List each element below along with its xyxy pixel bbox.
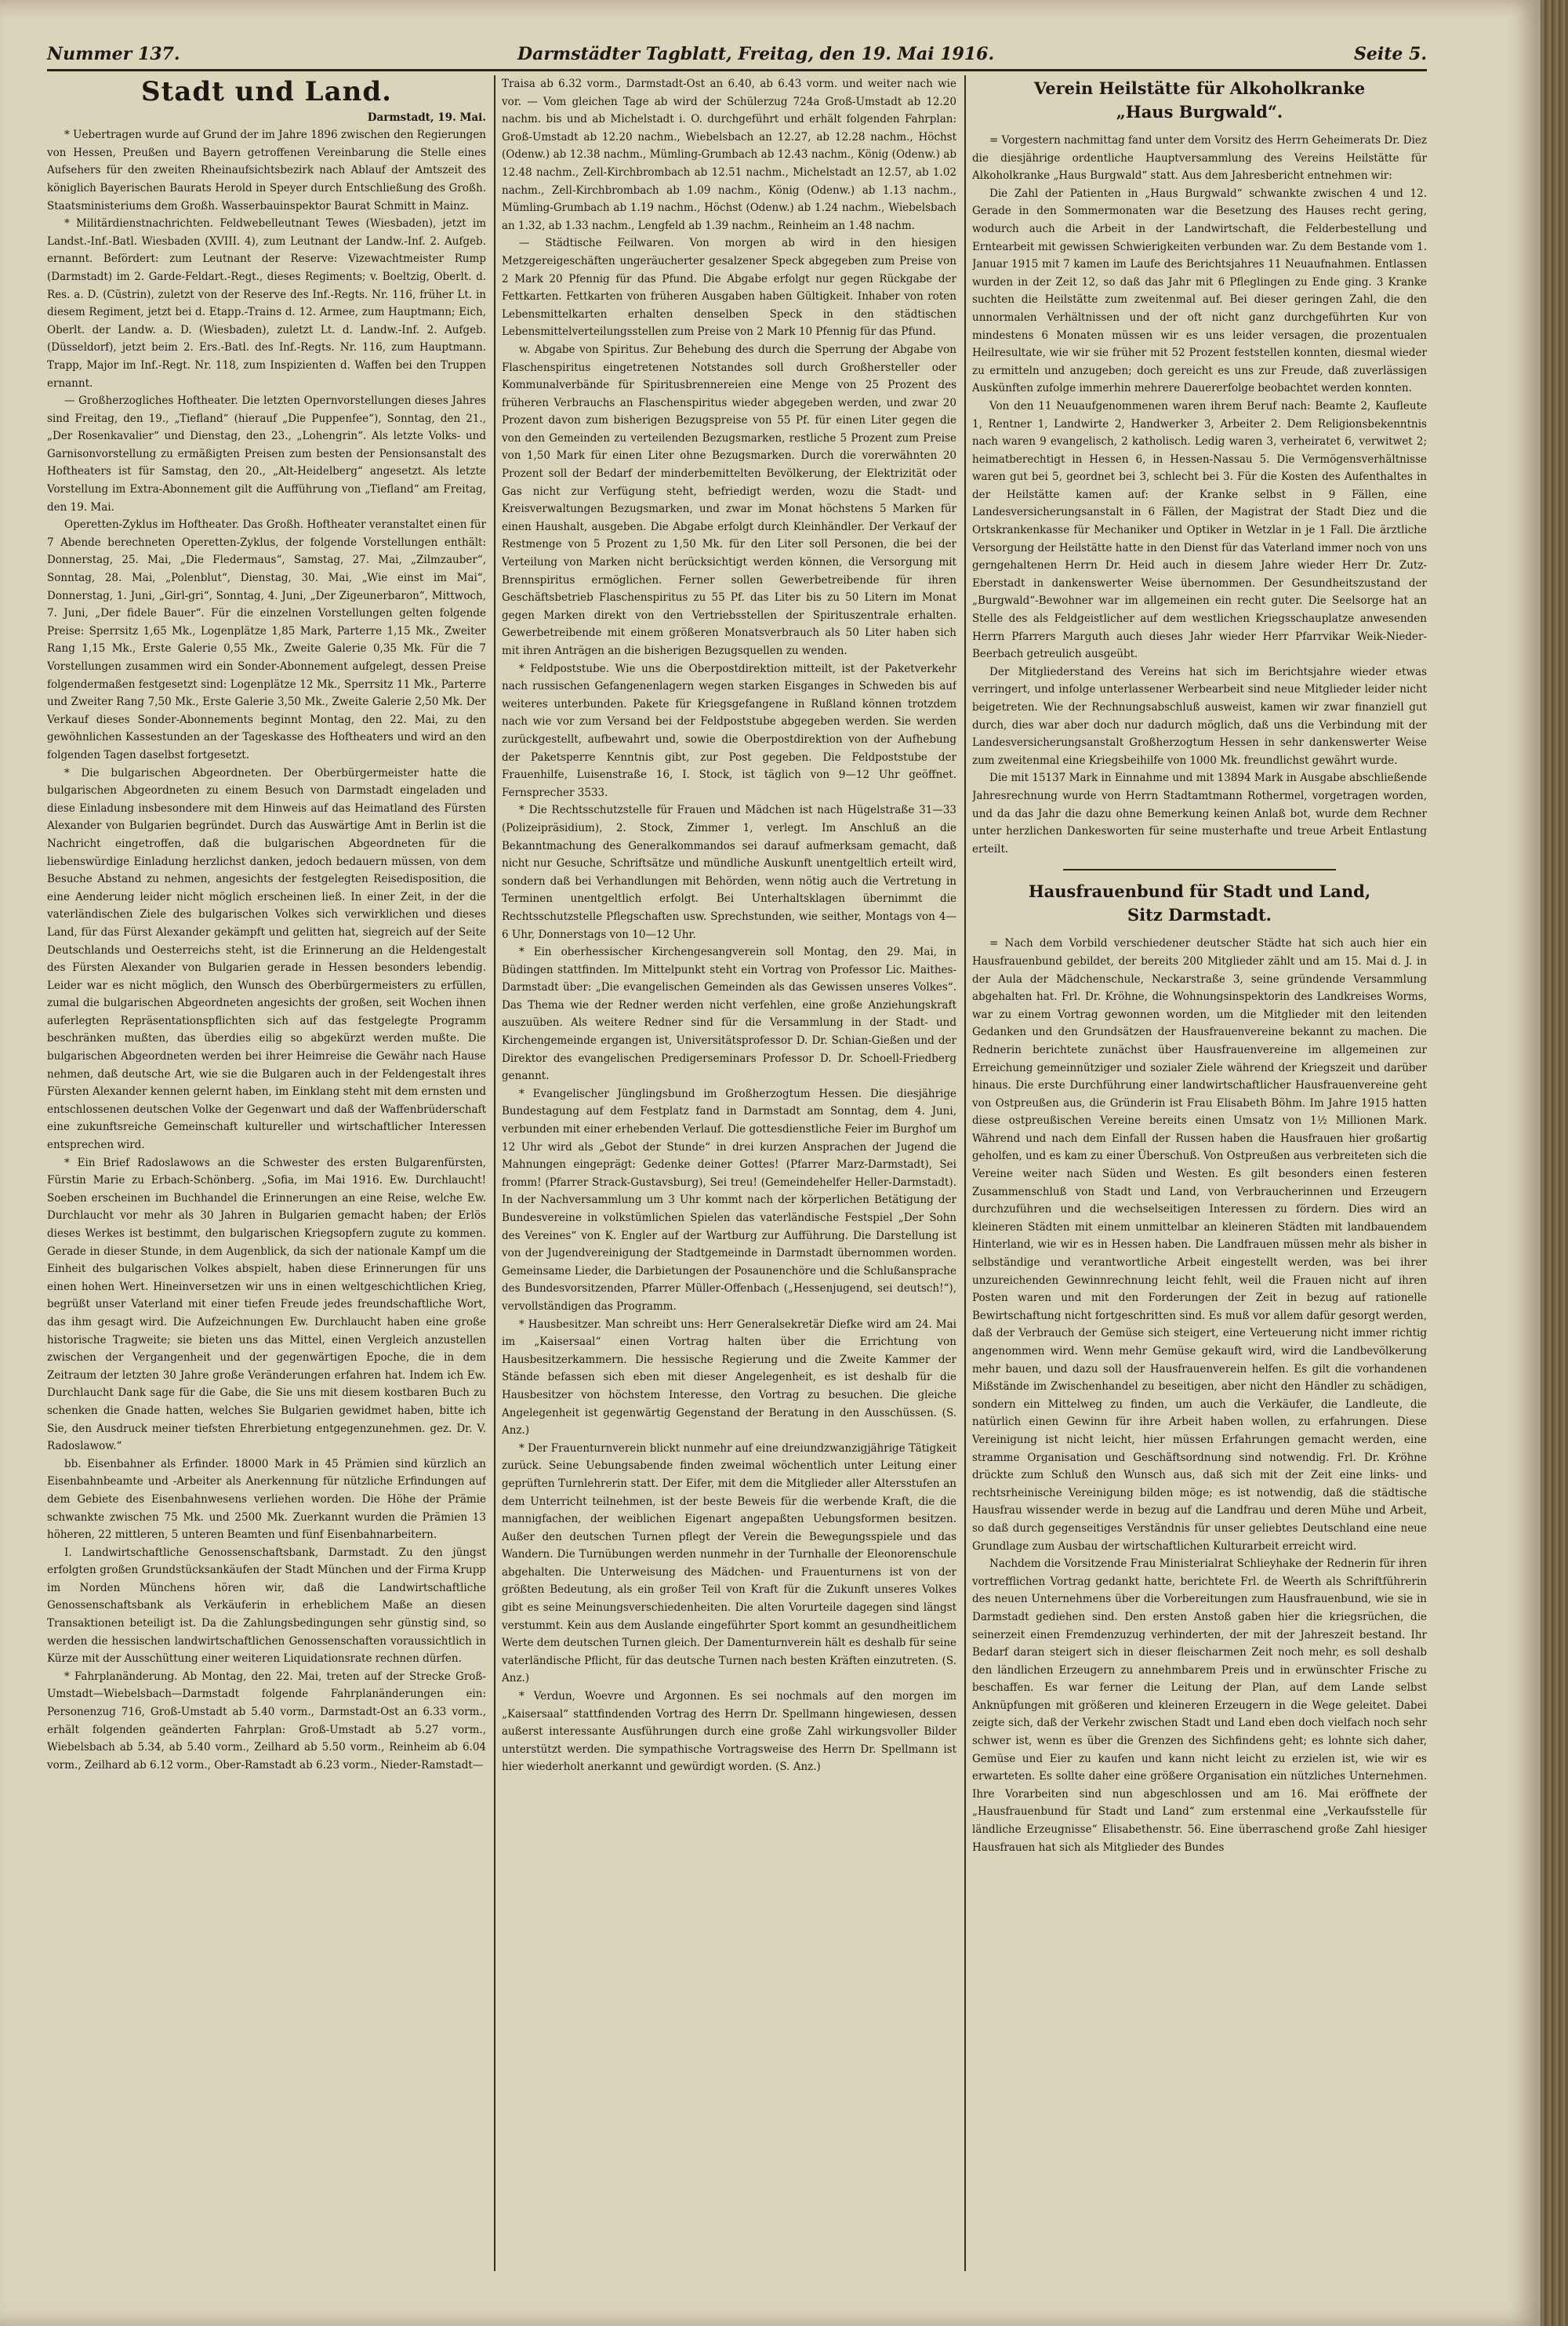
book-binding (1541, 0, 1568, 2326)
article-paragraph: I. Landwirtschaftliche Genossenschaftsbank, Darmstadt. Zu den jüngst erfolgten großen Grundstücksankäufen der Stadt München und der Firma Krupp im Norden Münchens hören wir, daß die Landwirtschaftliche Genossenschaftsbank als Verkäuferin in erheblichem Maße an diesen Transaktionen beteiligt ist. Da die Zahlungsbedingungen sehr günstig sind, so werden die hessischen landwirtschaftlichen Genossenschaften voraussichtlich in Kürze mit der Ausschüttung einer weiteren Liquidationsrate rechnen dürfen. (47, 1546, 486, 1666)
notice-title-heilstaette (972, 77, 1427, 124)
article-paragraph: * Fahrplanänderung. Ab Montag, den 22. Mai, treten auf der Strecke Groß-Umstadt—Wiebelsbach—Darmstadt folgende Fahrplanänderungen ein: Personenzug 716, Groß-Umstadt ab 5.40 vorm., Darmstadt-Ost an 6.33 vorm., erhält folgenden geänderten Fahrplan: Groß-Umstadt ab 5.27 vorm., Wiebelsbach ab 5.34, ab 5.40 vorm., Zeilhard ab 5.50 vorm., Reinheim ab 6.04 vorm., Zeilhard ab 6.12 vorm., Ober-Ramstadt ab 6.23 vorm., Nieder-Ramstadt— (47, 1670, 486, 1772)
article-paragraph: Von den 11 Neuaufgenommenen waren ihrem Beruf nach: Beamte 2, Kaufleute 1, Rentner 1, Landwirte 2, Handwerker 3, Arbeiter 2. Dem Religionsbekenntnis nach waren 9 evangelisch, 2 katholisch. Ledig waren 3, verheiratet 6, verwitwet 2; heimatberechtigt in Hessen 6, in Hessen-Nassau 5. Die Vermögensverhältnisse waren gut bei 5, geordnet bei 3, schlecht bei 3. Für die Kosten des Aufenthaltes in der Heilstätte kamen auf: der Kranke selbst in 9 Fällen, eine Landesversicherungsanstalt in 6 Fällen, der Magistrat der Stadt Diez und die Ortskrankenkasse für Mechaniker und Optiker in Wetzlar in je 1 Fall. Die ärztliche Versorgung der Heilstätte hatte in den Dienst für das Vaterland immer noch von uns gerngehaltenen Herrn Dr. Heid auch in diesem Jahre wieder Herr Dr. Zutz-Eberstadt in dankenswerter Weise übernommen. Der Gesundheitszustand der „Burgwald“-Bewohner war im allgemeinen ein recht guter. Die Seelsorge hat an Stelle des als Feldgeistlicher auf dem westlichen Kriegsschauplatze anwesenden Herrn Pfarrers Marguth auch dieses Jahr wieder Herr Pfarrvikar Weik-Nieder-Beerbach getreulich ausgeübt. (972, 399, 1427, 661)
notice-title-line: Sitz Darmstadt. (1127, 905, 1272, 925)
section-separator (1063, 869, 1336, 870)
column-rule-2 (964, 75, 966, 2271)
notice-title-line: Hausfrauenbund für Stadt und Land, (1028, 881, 1371, 902)
column-2 (502, 75, 956, 2295)
article-paragraph: bb. Eisenbahner als Erfinder. 18000 Mark in 45 Prämien sind kürzlich an Eisenbahnbeamte und -Arbeiter als Anerkennung für nützliche Erfindungen auf dem Gebiete des Eisenbahnwesens verliehen worden. Die Höhe der Prämie schwankte zwischen 75 Mk. und 2500 Mk. Zuerkannt wurden die Prämien 13 höheren, 22 mittleren, 5 unteren Beamten und fünf Eisenbahnarbeitern. (47, 1457, 486, 1542)
article-paragraph: — Städtische Feilwaren. Von morgen ab wird in den hiesigen Metzgereigeschäften ungeräucherter gesalzener Speck abgegeben zum Preise von 2 Mark 20 Pfennig für das Pfund. Die Abgabe erfolgt nur gegen Rückgabe der Fettkarten. Fettkarten von früheren Ausgaben haben Gültigkeit. Inhaber von roten Lebensmittelkarten erhalten denselben Speck in den städtischen Lebensmittelverteilungsstellen zum Preise von 2 Mark 10 Pfennig für das Pfund. (502, 237, 956, 339)
page-number: Seite 5. (1353, 44, 1427, 64)
article-paragraph: * Ein Brief Radoslawows an die Schwester des ersten Bulgarenfürsten, Fürstin Marie zu Erbach-Schönberg. „Sofia, im Mai 1916. Ew. Durchlaucht! Soeben erscheinen im Buchhandel die Erinnerungen an eine Reise, welche Ew. Durchlaucht vor mehr als 30 Jahren in Bulgarien gemacht haben; der Erlös dieses Werkes ist bestimmt, den bulgarischen Kriegsopfern zugute zu kommen. Gerade in dieser Stunde, in dem Augenblick, da sich der nationale Kampf um die Einheit des bulgarischen Volkes abspielt, haben diese Erinnerungen für uns einen hohen Wert. Hineinversetzen wir uns in einen weltgeschichtlichen Krieg, begrüßt unser Vaterland mit einer tiefen Freude jedes freundschaftliche Wort, das ihm gesagt wird. Die Aufzeichnungen Ew. Durchlaucht haben eine große historische Tragweite; sie bieten uns das Mittel, einen Vergleich anzustellen zwischen der Vergangenheit und der gegenwärtigen Epoche, die in dem Zeitraum der letzten 30 Jahre große Veränderungen erfahren hat. Indem ich Ew. Durchlaucht Dank sage für die Gabe, die Sie uns mit diesem kostbaren Buch zu schenken die Gnade hatten, welches Sie Bulgarien gewidmet haben, bitte ich Sie, den Ausdruck meiner tiefsten Ehrerbietung entgegenzunehmen. gez. Dr. V. Radoslawow.“ (47, 1156, 486, 1453)
article-paragraph: * Ein oberhessischer Kirchengesangverein soll Montag, den 29. Mai, in Büdingen stattfinden. Im Mittelpunkt steht ein Vortrag von Professor Lic. Maithes-Darmstadt über: „Die evangelischen Gemeinden als das Gewissen unseres Volkes“. Das Thema wie der Redner werden nicht verfehlen, eine große Anziehungskraft auszuüben. Als weitere Redner sind für die Versammlung in der Stadt- und Kirchengemeinde ergangen ist, Universitätsprofessor D. Dr. Schian-Gießen und der Direktor des evangelischen Predigerseminars Professor D. Dr. Schoell-Friedberg genannt. (502, 946, 956, 1083)
page-header (47, 38, 1427, 69)
column-3 (972, 75, 1427, 2295)
article-paragraph: * Die bulgarischen Abgeordneten. Der Oberbürgermeister hatte die bulgarischen Abgeordneten zu einem Besuch von Darmstadt eingeladen und diese Einladung insbesondere mit dem Hinweis auf das Heimatland des Fürsten Alexander von Bulgarien begründet. Durch das Auswärtige Amt in Berlin ist die Nachricht eingetroffen, daß die bulgarischen Abgeordneten für die liebenswürdige Einladung herzlichst danken, jedoch bedauern müssen, von dem Besuche Abstand zu nehmen, angesichts der festgelegten Reisedisposition, die eine Aenderung leider nicht möglich erscheinen ließ. In einer Zeit, in der die vaterländischen Ziele des bulgarischen Volkes sich verwirklichen und dieses Land, für das Fürst Alexander gekämpft und gelitten hat, siegreich auf der Seite Deutschlands und Oesterreichs steht, ist die Erinnerung an die Heldengestalt des Fürsten Alexander von Bulgarien gerade in Hessen besonders lebendig. Leider war es nicht möglich, den Wunsch des Oberbürgermeisters zu erfüllen, zumal die bulgarischen Abgeordneten angesichts der großen, seit Wochen ihnen auferlegten Repräsentationspflichten sich auf das festgelegte Programm beschränken mußten, das überdies eilig so abgekürzt werden mußte. Die bulgarischen Abgeordneten werden bei ihrer Heimreise die Gewähr nach Hause nehmen, daß deutsche Art, wie sie die Bulgaren auch in der Feldengestalt ihres Fürsten Alexander kennen gelernt haben, im Einklang steht mit dem ernsten und entschlossenen deutschen Volke der Gegenwart und daß der Waffenbrüderschaft eine zukunftsreiche Gemeinschaft kultureller und wirtschaftlicher Interessen entsprechen wird. (47, 766, 486, 1152)
article-paragraph: * Die Rechtsschutzstelle für Frauen und Mädchen ist nach Hügelstraße 31—33 (Polizeipräsidium), 2. Stock, Zimmer 1, verlegt. Im Anschluß an die Bekanntmachung des Generalkommandos sei darauf aufmerksam gemacht, daß nicht nur Gesuche, Schriftsätze und mündliche Auskunft unentgeltlich erteilt wird, sondern daß bei Verhandlungen mit Behörden, wenn nötig auch die Vertretung in Terminen unentgeltlich erfolgt. Bei Unterhaltsklagen übernimmt die Rechtsschutzstelle Pflegschaften usw. Sprechstunden, wie seither, Montags von 4—6 Uhr, Donnerstags von 10—12 Uhr. (502, 804, 956, 941)
column-1 (47, 75, 486, 2295)
article-paragraph: = Vorgestern nachmittag fand unter dem Vorsitz des Herrn Geheimerats Dr. Diez die diesjährige ordentliche Hauptversammlung des Vereins Heilstätte für Alkoholkranke „Haus Burgwald“ statt. Aus dem Jahresbericht entnehmen wir: (972, 134, 1427, 183)
article-paragraph: * Feldpoststube. Wie uns die Oberpostdirektion mitteilt, ist der Paketverkehr nach russischen Gefangenenlagern wegen starken Eisganges in Schweden bis auf weiteres unterbunden. Pakete für Kriegsgefangene in Rußland können trotzdem nach wie vor zum Versand bei der Feldpoststube abgegeben werden. Sie werden zurückgestellt, aufbewahrt und, sowie die Oberpostdirektion von der Aufhebung der Paketsperre Kenntnis gibt, zur Post gegeben. Die Feldpoststube der Frauenhilfe, Luisenstraße 16, I. Stock, ist täglich von 9—12 Uhr geöffnet. Fernsprecher 3533. (502, 662, 956, 799)
article-paragraph: Die Zahl der Patienten in „Haus Burgwald“ schwankte zwischen 4 und 12. Gerade in den Sommermonaten war die Besetzung des Hauses recht gering, wodurch auch die Arbeit in der Landwirtschaft, die Felderbestellung und Erntearbeit mit gewissen Schwierigkeiten verbunden war. Zu dem Bestande vom 1. Januar 1915 mit 7 kamen im Laufe des Berichtsjahres 11 Neuaufnahmen. Entlassen wurden in der Zeit 12, so daß das Jahr mit 6 Pfleglingen zu Ende ging. 3 Kranke suchten die Heilstätte zum zweitenmal auf. Bei dieser geringen Zahl, die den unnormalen Verhältnissen und der oft nicht ganz durchgeführten Kur von mindestens 6 Monaten müssen wir es uns leider versagen, die prozentualen Heilresultate, wie wir sie früher mit 52 Prozent feststellen konnten, diesmal wieder zu ermitteln und anzugeben; doch gereicht es uns zur Freude, daß zuverlässigen Auskünften zufolge immerhin mehrere Dauererfolge beobachtet werden konnten. (972, 187, 1427, 395)
issue-number: Nummer 137. (47, 44, 180, 64)
article-paragraph: Operetten-Zyklus im Hoftheater. Das Großh. Hoftheater veranstaltet einen für 7 Abende berechneten Operetten-Zyklus, der folgende Vorstellungen enthält: Donnerstag, 25. Mai, „Die Fledermaus“, Samstag, 27. Mai, „Zilmzauber“, Sonntag, 28. Mai, „Polenblut“, Dienstag, 30. Mai, „Wie einst im Mai“, Donnerstag, 1. Juni, „Girl-gri“, Sonntag, 4. Juni, „Der Zigeunerbaron“, Mittwoch, 7. Juni, „Der fidele Bauer“. Für die einzelnen Vorstellungen gelten folgende Preise: Sperrsitz 1,65 Mk., Logenplätze 1,85 Mark, Parterre 1,15 Mk., Zweiter Rang 1,15 Mk., Erste Galerie 0,55 Mk., Zweite Galerie 0,35 Mk. Für die 7 Vorstellungen zusammen wird ein Sonder-Abonnement aufgelegt, dessen Preise folgendermaßen festgesetzt sind: Logenplätze 12 Mk., Sperrsitz 11 Mk., Parterre und Zweiter Rang 7,50 Mk., Erste Galerie 3,50 Mk., Zweite Galerie 2,50 Mk. Der Verkauf dieses Sonder-Abonnements beginnt Montag, den 22. Mai, zu den gewöhnlichen Kassestunden an der Tageskasse des Hoftheaters und wird an den folgenden Tagen daselbst fortgesetzt. (47, 518, 486, 761)
article-paragraph: w. Abgabe von Spiritus. Zur Behebung des durch die Sperrung der Abgabe von Flaschenspiritus eingetretenen Notstandes soll durch Großhersteller oder Kommunalverbände für Spiritusbrennereien eine Menge von 25 Prozent des früheren Verbrauchs an Flaschenspiritus wieder abgegeben werden, und zwar 20 Prozent davon zum bisherigen Bezugspreise von 55 Pf. für einen Liter gegen die von den Gemeinden zu verteilenden Bezugsmarken, restliche 5 Prozent zum Preise von 1,50 Mark für einen Liter ohne Bezugsmarken. Durch die vorerwähnten 20 Prozent soll der Bedarf der minderbemittelten Bevölkerung, der Elektrizität oder Gas nicht zur Verfügung steht, befriedigt werden, wozu die Stadt- und Kreisverwaltungen Bezugsmarken, und zwar im Monat höchstens 5 Marken für einen Haushalt, ausgeben. Die Abgabe erfolgt durch Kleinhändler. Der Verkauf der Restmenge von 5 Prozent zu 1,50 Mk. für den Liter soll Personen, die bei der Verteilung von Marken nicht berücksichtigt werden können, die Versorgung mit Brennspiritus ermöglichen. Ferner sollen Gewerbetreibende für ihren Geschäftsbetrieb Flaschenspiritus zu 55 Pf. das Liter bis zu 50 Litern im Monat gegen Marken direkt von den Vertriebsstellen der Spirituszentrale erhalten. Gewerbetreibende mit einem größeren Monatsverbrauch als 50 Liter haben sich mit ihren Anträgen an die bisherigen Bezugsquellen zu wenden. (502, 343, 956, 657)
header-rule (47, 69, 1427, 71)
article-paragraph: * Der Frauenturnverein blickt nunmehr auf eine dreiundzwanzigjährige Tätigkeit zurück. Seine Uebungsabende finden zweimal wöchentlich unter Leitung einer geprüften Turnlehrerin statt. Der Eifer, mit dem die Mitglieder aller Altersstufen an dem Unterricht teilnehmen, ist der beste Beweis für die werbende Kraft, die die mannigfachen, der weiblichen Eigenart angepaßten Uebungsformen besitzen. Außer den deutschen Turnen pflegt der Verein die Bewegungsspiele und das Wandern. Die Turnübungen werden nunmehr in der Turnhalle der Eleonorenschule abgehalten. Die Unterweisung des Mädchen- und Frauenturnens ist von der größten Bedeutung, als ein großer Teil von Kraft für die Zukunft unseres Volkes gibt es seine Meinungsverschiedenheiten. Die alten Vorurteile dagegen sind längst verstummt. Kein aus dem Auslande eingeführter Sport kommt an gesundheitlichem Werte dem deutschen Turnen gleich. Der Damenturnverein hält es deshalb für seine vaterländische Pflicht, für das deutsche Turnen nach besten Kräften einzutreten. (S. Anz.) (502, 1441, 956, 1685)
article-paragraph: * Militärdienstnachrichten. Feldwebelleutnant Tewes (Wiesbaden), jetzt im Landst.-Inf.-Batl. Wiesbaden (XVIII. 4), zum Leutnant der Landw.-Inf. 2. Aufgeb. ernannt. Befördert: zum Leutnant der Reserve: Vizewachtmeister Rump (Darmstadt) im 2. Garde-Feldart.-Regt., dieses Regiments; v. Boeltzig, Oberlt. d. Res. a. D. (Cüstrin), zuletzt von der Reserve des Inf.-Regts. Nr. 116, früher Lt. in diesem Regiment, jetzt bei d. Etapp.-Trains d. 12. Armee, zum Hauptmann; Eich, Oberlt. der Landw. a. D. (Wiesbaden), zuletzt Lt. d. Landw.-Inf. 2. Aufgeb. (Düsseldorf), jetzt beim 2. Ers.-Batl. des Inf.-Regts. Nr. 116, zum Hauptmann. Trapp, Major im Inf.-Regt. Nr. 118, zum Inspizienten d. Waffen bei den Truppen ernannt. (47, 217, 486, 390)
masthead-line: Darmstädter Tagblatt, Freitag, den 19. Mai 1916. (517, 44, 995, 64)
notice-title-line: „Haus Burgwald“. (1116, 102, 1283, 122)
article-paragraph: Die mit 15137 Mark in Einnahme und mit 13894 Mark in Ausgabe abschließende Jahresrechnung wurde von Herrn Stadtamtmann Rothermel, vorgetragen worden, und da das Jahr die dazu ohne Bemerkung keinen Anlaß bot, wurde dem Rechner unter herzlichen Dankesworten für seine musterhafte und treue Arbeit Entlastung erteilt. (972, 772, 1427, 856)
notice-title-hausfrauenbund (972, 880, 1427, 927)
article-paragraph: * Hausbesitzer. Man schreibt uns: Herr Generalsekretär Diefke wird am 24. Mai im „Kaisersaal“ einen Vortrag halten über die Errichtung von Hausbesitzerkammern. Die hessische Regierung und die Zweite Kammer der Stände befassen sich eben mit dieser Angelegenheit, es ist deshalb für die Hausbesitzer von höchstem Interesse, den Vortrag zu besuchen. Die gleiche Angelegenheit ist gegenwärtig Gegenstand der Beratung in den Ausschüssen. (S. Anz.) (502, 1317, 956, 1437)
article-paragraph: — Großherzogliches Hoftheater. Die letzten Opernvorstellungen dieses Jahres sind Freitag, den 19., „Tiefland“ (hierauf „Die Puppenfee“), Sonntag, den 21., „Der Rosenkavalier“ und Dienstag, den 23., „Lohengrin“. Als letzte Volks- und Garnisonvorstellung zu ermäßigten Preisen zum besten der Pensionsanstalt des Hoftheaters ist für Samstag, den 20., „Alt-Heidelberg“ angesetzt. Als letzte Vorstellung im Extra-Abonnement gilt die Aufführung von „Tiefland“ am Freitag, den 19. Mai. (47, 394, 486, 514)
article-paragraph: = Nach dem Vorbild verschiedener deutscher Städte hat sich auch hier ein Hausfrauenbund gebildet, der bereits 200 Mitglieder zählt und am 15. Mai d. J. in der Aula der Mädchenschule, Neckarstraße 3, seine gründende Versammlung abgehalten hat. Frl. Dr. Kröhne, die Wohnungsinspektorin des Landkreises Worms, war zu einem Vortrag gewonnen worden, um die Mitglieder mit den leitenden Gedanken und den Grundsätzen der Hausfrauenvereine bekannt zu machen. Die Rednerin berichtete zunächst über Hausfrauenvereine im allgemeinen zur Erreichung gemeinnütziger und sozialer Ziele während der Kriegszeit und darüber hinaus. Die erste Durchführung einer landwirtschaftlicher Hausfrauenvereine geht von Ostpreußen aus, die Gründerin ist Frau Elisabeth Böhm. Im Jahre 1915 hatten diese ostpreußischen Vereine bereits einen Umsatz von 1½ Millionen Mark. Während und nach dem Einfall der Russen haben die Hausfrauen hier großartig geholfen, und es kam zu einer Überschuß. Von Ostpreußen aus verbreiteten sich die Vereine weiter nach Süden und Westen. Es gilt besonders einen festeren Zusammenschluß von Stadt und Land, von Verbraucherinnen und Erzeugern durchzuführen und die wechselseitigen Interessen zu fördern. Dies wird an kleineren Städten mit einem unmittelbar an kleineren Städten mit landbauendem Hinterland, wie wir es in Hessen haben. Die Landfrauen müssen mehr als bisher in selbständige und verantwortliche Arbeit eingestellt werden, was bei ihrer unzureichenden Gewinnrechnung leicht fehlt, weil die Frauen nicht auf ihren Posten waren und mit den Forderungen der Zeit in bezug auf rationelle Bewirtschaftung nicht fortgeschritten sind. Es muß vor allem dafür gesorgt werden, daß der Verbrauch der Gemüse sich steigert, eine Verteuerung nicht immer richtig angenommen wird. Wenn mehr Gemüse gekauft wird, wird die Landbevölkerung mehr bauen, und dazu soll der Hausfrauenverein helfen. Es gilt die vorhandenen Mißstände im Zwischenhandel zu beseitigen, aber nicht den Händler zu schädigen, sondern ein Mittelweg zu finden, um auch die Verkäufer, die Landleute, die natürlich einen Gewinn für ihre Arbeit haben wollen, zu erfahrungen. Diese Vereinigung ist nicht leicht, hier müssen Erfahrungen gemacht werden, eine stramme Organisation und Geschäftsordnung sind notwendig. Frl. Dr. Kröhne drückte zum Schluß den Wunsch aus, daß sich mit der Zeit eine links- und rechtsrheinische Vereinigung bilden möge; es ist notwendig, daß die städtische Hausfrau wissender werde in bezug auf die Landfrau und deren Mühe und Arbeit, so daß durch gegenseitiges Verständnis für unser geliebtes Deutschland eine neue Grundlage zum Ausbau der wirtschaftlichen Kulturarbeit erreicht wird. (972, 937, 1427, 1553)
article-paragraph: * Verdun, Woevre und Argonnen. Es sei nochmals auf den morgen im „Kaisersaal“ stattfindenden Vortrag des Herrn Dr. Spellmann hingewiesen, dessen außerst interessante Ausführungen durch eine große Zahl wirkungsvoller Bilder unterstützt werden. Die sympathische Vortragsweise des Herrn Dr. Spellmann ist hier wiederholt anerkannt und gewürdigt worden. (S. Anz.) (502, 1690, 956, 1774)
notice-title-line: Verein Heilstätte für Alkoholkranke (1033, 78, 1366, 98)
dateline: Darmstadt, 19. Mai. (367, 111, 486, 124)
article-paragraph: Nachdem die Vorsitzende Frau Ministerialrat Schlieyhake der Rednerin für ihren vortrefflichen Vortrag gedankt hatte, berichtete Frl. de Weerth als Schriftführerin des neuen Unternehmens über die Vorbereitungen zum Hausfrauenbund, wie sie in Darmstadt gediehen sind. Den ersten Anstoß gaben hier die kriegsrüchen, die seinerzeit einen Fremdenzuzug verhinderten, der mit der Jahreszeit bestand. Ihr Bedarf daran steigert sich in dieser fleischarmen Zeit noch mehr, es soll deshalb den ländlichen Erzeugern zu annehmbarem Preis und in erwünschter Frische zu beschaffen. Es war ferner die Leitung der Plan, auf dem Lande selbst Anknüpfungen mit größeren und kleineren Erzeugern in die Wege geleitet. Dabei zeigte sich, daß der Verkehr zwischen Stadt und Land eben doch vielfach noch sehr schwer ist, wenn es über die Grenzen des Sichfindens geht; es lohnte sich daher, Gemüse und Eier zu kaufen und kann nicht leicht zu erzielen ist, wie wir es erwarteten. Es sollte daher eine größere Organisation ein nützliches Unternehmen. Ihre Vorarbeiten sind nun abgeschlossen und am 16. Mai eröffnete der „Hausfrauenbund für Stadt und Land“ zum erstenmal eine „Verkaufsstelle für ländliche Erzeugnisse“ Elisabethenstr. 56. Eine überraschend große Zahl hiesiger Hausfrauen hat sich als Mitglieder des Bundes (972, 1557, 1427, 1854)
article-paragraph: * Evangelischer Jünglingsbund im Großherzogtum Hessen. Die diesjährige Bundestagung auf dem Festplatz fand in Darmstadt am Sonntag, dem 4. Juni, verbunden mit einer erhebenden Verlauf. Die gottesdienstliche Feier im Burghof um 12 Uhr wird als „Gebot der Stunde“ in drei kurzen Ansprachen der Jugend die Mahnungen eingeprägt: Gedenke deiner Gottes! (Pfarrer Marz-Darmstadt), Sei fromm! (Pfarrer Strack-Gustavsburg), Sei treu! (Gemeindehelfer Heller-Darmstadt). In der Nachversammlung um 3 Uhr kommt nach der körperlichen Betätigung der Bundesvereine in volkstümlichen Spielen das vaterländische Festspiel „Der Sohn des Vereines“ von K. Engler auf der Wartburg zur Aufführung. Die Darstellung ist von der Jugendvereinigung der Stadtgemeinde in Darmstadt übernommen worden. Gemeinsame Lieder, die Darbietungen der Posaunenchöre und die Schlußansprache des Bundesvorsitzenden, Pfarrer Müller-Offenbach („Hessenjugend, sei deutsch!“), vervollständigen das Programm. (502, 1087, 956, 1313)
column-rule-1 (494, 75, 495, 2271)
article-paragraph: Der Mitgliederstand des Vereins hat sich im Berichtsjahre wieder etwas verringert, und infolge unterlassener Werbearbeit sind neue Mitglieder leider nicht beigetreten. Wie der Rechnungsabschluß ausweist, kamen wir zwar finanziell gut durch, dies war aber doch nur dadurch möglich, daß uns die Verbindung mit der Landesversicherungsanstalt Großherzogtum Hessen in sehr dankenswerter Weise zum zweitenmal eine Kriegsbeihilfe von 1000 Mk. freundlichst gewährt wurde. (972, 665, 1427, 767)
section-title: Stadt und Land. (141, 76, 392, 107)
article-paragraph: Traisa ab 6.32 vorm., Darmstadt-Ost an 6.40, ab 6.43 vorm. und weiter nach wie vor. — Vom gleichen Tage ab wird der Schülerzug 724a Groß-Umstadt ab 12.20 nachm. bis und ab Michelstadt i. O. durchgeführt und erhält folgenden Fahrplan: Groß-Umstadt ab 12.20 nachm., Wiebelsbach an 12.27, ab 12.28 nachm., Höchst (Odenw.) ab 12.38 nachm., Mümling-Grumbach ab 12.43 nachm., König (Odenw.) ab 12.48 nachm., Zell-Kirchbrombach ab 12.51 nachm., Michelstadt an 12.57, ab 1.02 nachm., Zell-Kirchbrombach ab 1.09 nachm., König (Odenw.) ab 1.13 nachm., Mümling-Grumbach ab 1.19 nachm., Höchst (Odenw.) ab 1.24 nachm., Wiebelsbach an 1.32, ab 1.33 nachm., Lengfeld ab 1.39 nachm., Reinheim an 1.48 nachm. (502, 78, 956, 232)
article-paragraph: * Uebertragen wurde auf Grund der im Jahre 1896 zwischen den Regierungen von Hessen, Preußen und Bayern getroffenen Vereinbarung die Stelle eines Aufsehers für den zweiten Rheinaufsichtsbezirk nach Ablauf der Amtszeit des königlich Bayerischen Baurats Herold in Speyer durch Entschließung des Großh. Staatsministeriums dem Großh. Wasserbauinspektor Baurat Schmitt in Mainz. (47, 129, 486, 213)
